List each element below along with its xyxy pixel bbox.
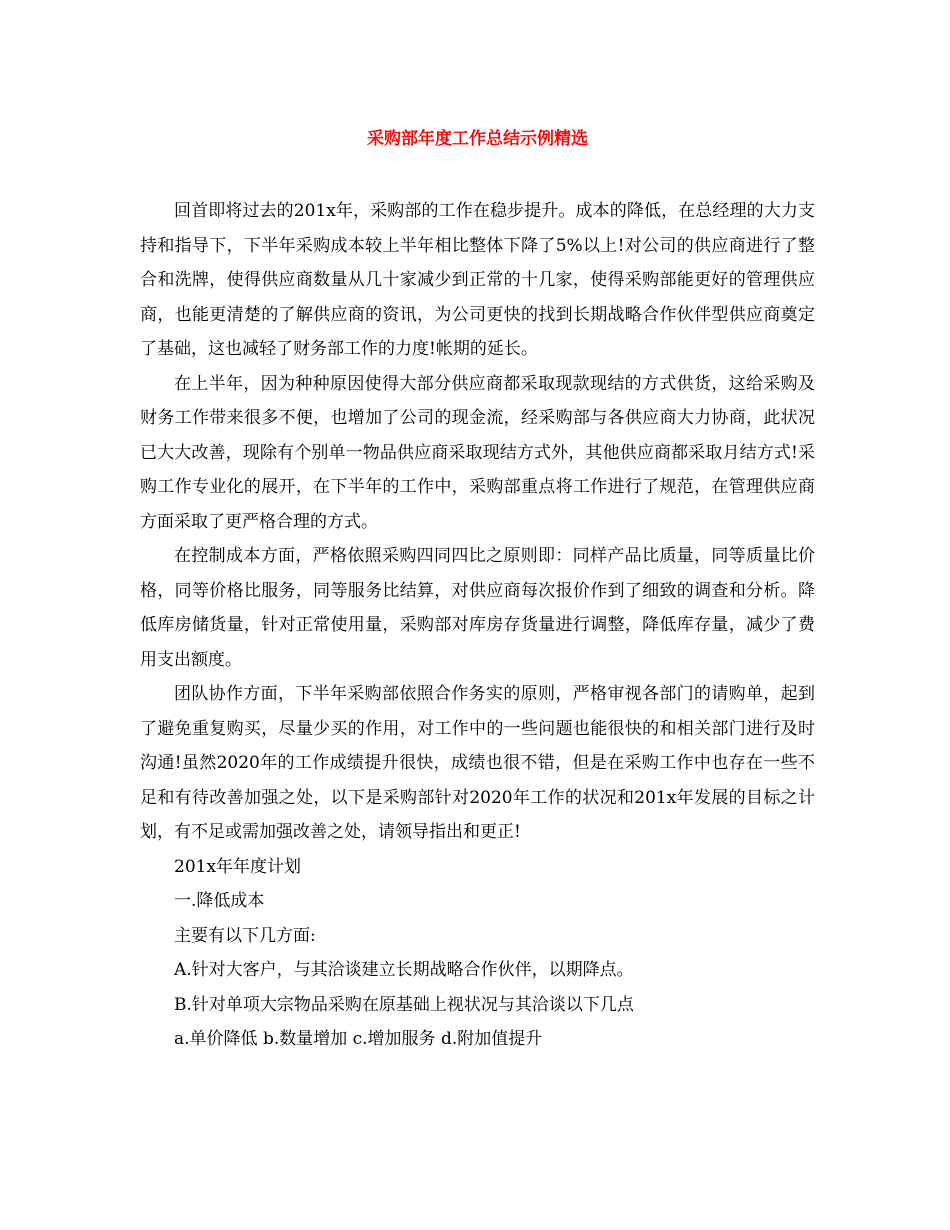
plan-aspects-intro: 主要有以下几方面: <box>174 925 316 946</box>
paragraph-teamwork: 团队协作方面，下半年采购部依照合作务实的原则，严格审视各部门的请购单，起到了避免重复购买，尽量少买的作用，对工作中的一些问题也能很快的和相关部门进行及时沟通!虽然2020年的工作成绩提升很快，成绩也很不错，但是在采购工作中也存在一些不足和有待改善加强之处，以下是采购部针对2020年工作的状况和201x年发展的目标之计划，有不足或需加强改善之处，请领导指出和更正! <box>140 684 815 842</box>
plan-item-b: B.针对单项大宗物品采购在原基础上视状况与其洽谈以下几点 <box>174 994 634 1015</box>
paragraph-first-half: 在上半年，因为种种原因使得大部分供应商都采取现款现结的方式供货，这给采购及财务工作带来很多不便，也增加了公司的现金流，经采购部与各供应商大力协商，此状况已大大改善，现除有个别单一物品供应商采取现结方式外，其他供应商都采取月结方式!采购工作专业化的展开，在下半年的工作中，采购部重点将工作进行了规范，在管理供应商方面采取了更严格合理的方式。 <box>140 373 815 532</box>
plan-section-reduce-cost: 一.降低成本 <box>174 891 265 911</box>
plan-item-a: A.针对大客户，与其洽谈建立长期战略合作伙伴，以期降点。 <box>174 960 634 980</box>
paragraph-cost-control: 在控制成本方面，严格依照采购四同四比之原则即：同样产品比质量，同等质量比价格，同等价格比服务，同等服务比结算，对供应商每次报价作到了细致的调查和分析。降低库房储货量，针对正常使用量，采购部对库房存货量进行调整，降低库存量，减少了费用支出额度。 <box>140 546 815 670</box>
document-body <box>140 194 815 1057</box>
plan-heading: 201x年年度计划 <box>174 856 302 877</box>
document-title: 采购部年度工作总结示例精选 <box>367 129 588 149</box>
paragraph-intro: 回首即将过去的201x年，采购部的工作在稳步提升。成本的降低，在总经理的大力支持和指导下，下半年采购成本较上半年相比整体下降了5%以上!对公司的供应商进行了整合和洗牌，使得供应商数量从几十家减少到正常的十几家，使得采购部能更好的管理供应商，也能更清楚的了解供应商的资讯，为公司更快的找到长期战略合作伙伴型供应商奠定了基础，这也减轻了财务部工作的力度!帐期的延长。 <box>140 201 815 359</box>
plan-subitems: a.单价降低 b.数量增加 c.增加服务 d.附加值提升 <box>174 1029 543 1049</box>
